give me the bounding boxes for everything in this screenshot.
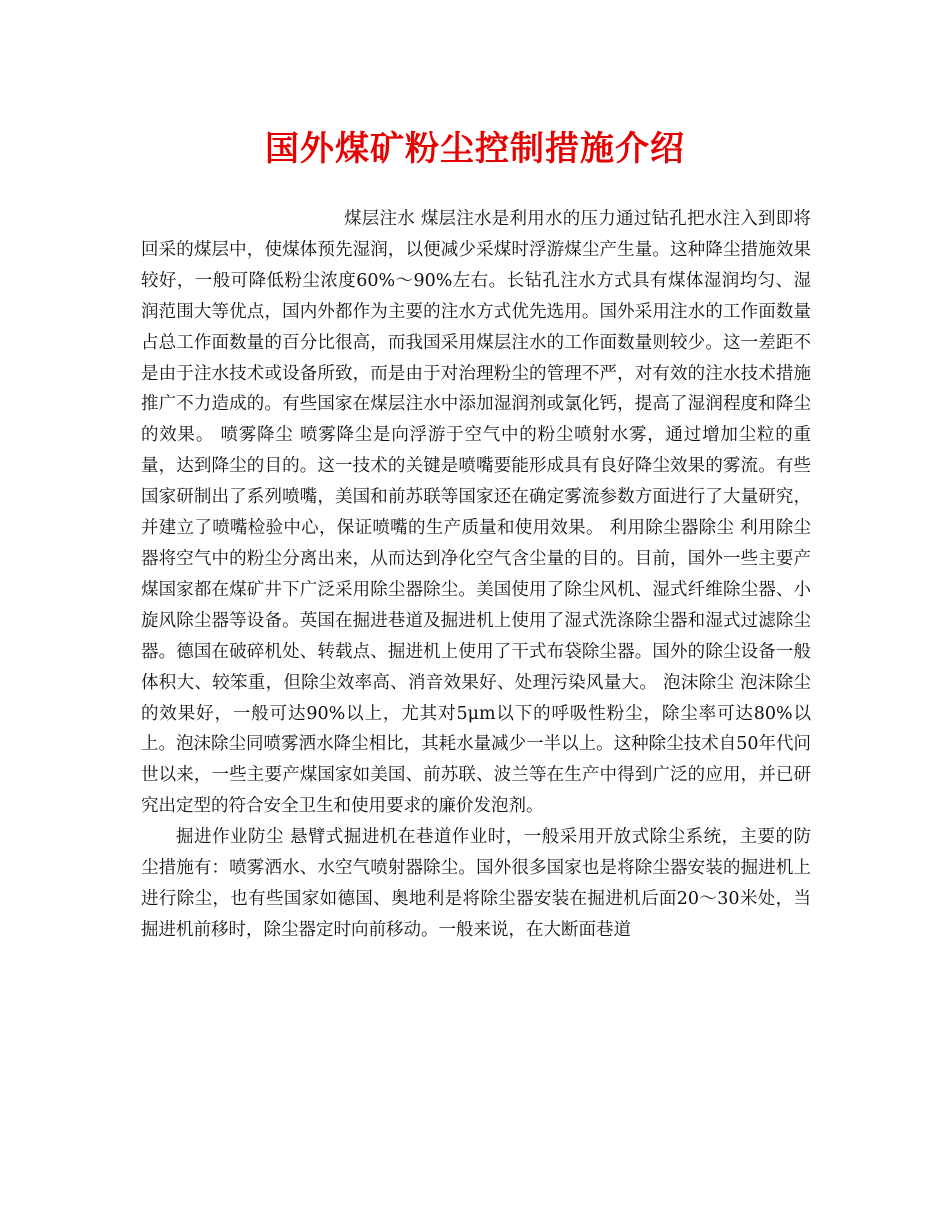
section-heading-spray-dust-suppression: 喷雾降尘	[220, 425, 294, 446]
paragraph-2	[141, 822, 811, 946]
section-text-foam-dust-removal: 泡沫除尘的效果好，一般可达90%以上，尤其对5μm以下的呼吸性粉尘，除尘率可达80%以上。泡沫除尘同喷雾洒水降尘相比，其耗水量减少一半以上。这种除尘技术自50年代问世以来，一些主要产煤国家如美国、前苏联、波兰等在生产中得到广泛的应用，并已研究出定型的符合安全卫生和使用要求的廉价发泡剂。	[141, 672, 812, 817]
section-heading-tunneling-dust-prevention: 掘进作业防尘	[176, 827, 284, 848]
section-text-tunneling-dust-prevention: 悬臂式掘进机在巷道作业时，一般采用开放式除尘系统，主要的防尘措施有：喷雾洒水、水空气喷射器除尘。国外很多国家也是将除尘器安装的掘进机上进行除尘，也有些国家如德国、奥地利是将除尘器安装在掘进机后面20～30米处，当掘进机前移时，除尘器定时向前移动。一般来说，在大断面巷道	[141, 827, 811, 940]
section-text-dust-collector: 利用除尘器将空气中的粉尘分离出来，从而达到净化空气含尘量的目的。目前，国外一些主要产煤国家都在煤矿井下广泛采用除尘器除尘。美国使用了除尘风机、湿式纤维除尘器、小旋风除尘器等设备。英国在掘进巷道及掘进机上使用了湿式洗涤除尘器和湿式过滤除尘器。德国在破碎机处、转载点、掘进机上使用了干式布袋除尘器。国外的除尘设备一般体积大、较笨重，但除尘效率高、消音效果好、处理污染风量大。	[141, 518, 812, 693]
document-body	[141, 204, 811, 946]
section-heading-foam-dust-removal: 泡沫除尘	[663, 672, 735, 693]
paragraph-1	[141, 204, 811, 822]
section-text-coal-seam-water-injection: 煤层注水是利用水的压力通过钻孔把水注入到即将回采的煤层中，使煤体预先湿润，以便减少采煤时浮游煤尘产生量。这种降尘措施效果较好，一般可降低粉尘浓度60%～90%左右。长钻孔注水方式具有煤体湿润均匀、湿润范围大等优点，国内外都作为主要的注水方式优先选用。国外采用注水的工作面数量占总工作面数量的百分比很高，而我国采用煤层注水的工作面数量则较少。这一差距不是由于注水技术或设备所致，而是由于对治理粉尘的管理不严，对有效的注水技术措施推广不力造成的。有些国家在煤层注水中添加湿润剂或氯化钙，提高了湿润程度和降尘的效果。	[141, 209, 811, 446]
section-heading-coal-seam-water-injection: 煤层注水	[344, 209, 415, 229]
section-text-spray-dust-suppression: 喷雾降尘是向浮游于空气中的粉尘喷射水雾，通过增加尘粒的重量，达到降尘的目的。这一技术的关键是喷嘴要能形成具有良好降尘效果的雾流。有些国家研制出了系列喷嘴，美国和前苏联等国家还在确定雾流参数方面进行了大量研究，并建立了喷嘴检验中心，保证喷嘴的生产质量和使用效果。	[141, 425, 811, 539]
section-heading-dust-collector: 利用除尘器除尘	[609, 518, 735, 539]
document-title: 国外煤矿粉尘控制措施介绍	[265, 129, 685, 169]
